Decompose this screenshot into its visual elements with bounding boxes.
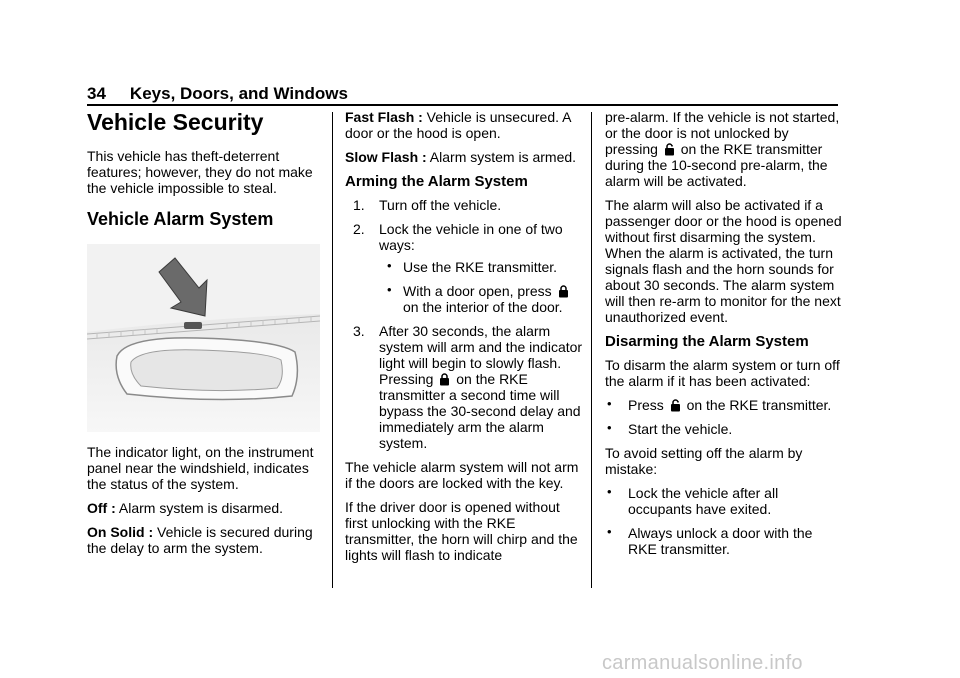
step-text: Turn off the vehicle.: [379, 197, 502, 213]
pre-alarm-text: pre-alarm. If the vehicle is not started, or the door is not unlocked by pressing: [605, 109, 840, 157]
disarming-heading: Disarming the Alarm System: [605, 333, 809, 350]
status-fast-flash-term: Fast Flash :: [345, 109, 423, 125]
step-number: 3.: [353, 323, 365, 339]
page-number: 34: [87, 84, 106, 103]
header-rule: [87, 104, 838, 106]
status-slow-flash: [345, 149, 585, 165]
status-slow-flash-term: Slow Flash :: [345, 149, 427, 165]
status-off-text: Alarm system is disarmed.: [115, 500, 284, 516]
lock-method-rke: [379, 259, 585, 275]
page-title: Vehicle Security: [87, 109, 264, 135]
avoid-tip-lock: [605, 485, 845, 517]
step-text: After 30 seconds, the alarm system will arm and the indicator light will begin to slowly flash. Pressing: [379, 323, 583, 387]
disarm-method-start: [605, 421, 845, 437]
watermark: carmanualsonline.info: [602, 652, 803, 674]
bullet: •: [607, 396, 612, 411]
driver-door-note: If the driver door is opened without first unlocking with the RKE transmitter, the horn will chirp and the lights will flash to indicate: [345, 499, 578, 563]
avoid-tip-unlock: [605, 525, 845, 557]
disarm-intro: To disarm the alarm system or turn off the alarm if it has been activated:: [605, 357, 840, 389]
section-title: Keys, Doors, and Windows: [129, 84, 348, 103]
column-1: [87, 108, 327, 564]
indicator-light-illustration: [87, 244, 320, 432]
status-fast-flash: [345, 109, 585, 141]
column-divider-2: [591, 112, 592, 588]
lock-method-door-text: With a door open, press: [403, 283, 556, 299]
lock-icon: [439, 373, 450, 386]
passenger-door-paragraph: The alarm will also be activated if a passenger door or the hood is opened without first disarming the system. When the alarm is activated, the turn signals flash and the horn sounds for about 30 seconds. The alarm system will then re-arm to monitor for the next unauthorized event.: [605, 197, 842, 325]
arming-step-3: [345, 323, 585, 451]
lock-method-door: [379, 283, 585, 315]
step-number: 2.: [353, 221, 365, 237]
bullet: •: [607, 484, 612, 499]
disarm-method-rke-text: Press: [628, 397, 668, 413]
status-on-solid-term: On Solid :: [87, 524, 154, 540]
step-number: 1.: [353, 197, 365, 213]
column-2: [345, 109, 585, 571]
lock-method-rke-text: Use the RKE transmitter.: [403, 259, 558, 275]
avoid-tips: [605, 485, 845, 557]
pre-alarm-text-end: on the RKE transmitter during the 10-second pre-alarm, the alarm will be activated.: [605, 141, 828, 189]
indicator-caption: The indicator light, on the instrument panel near the windshield, indicates the status of the system.: [87, 444, 314, 492]
status-off-term: Off :: [87, 500, 116, 516]
alarm-system-heading: Vehicle Alarm System: [87, 209, 274, 229]
bullet: •: [607, 524, 612, 539]
page-header: [87, 84, 348, 104]
disarm-method-rke-text-end: on the RKE transmitter.: [682, 397, 832, 413]
status-on-solid: [87, 524, 327, 556]
avoid-tip-lock-text: Lock the vehicle after all occupants have exited.: [628, 485, 779, 517]
status-on-solid-text: Vehicle is secured during the delay to arm the system.: [87, 524, 313, 556]
lock-methods: [379, 259, 585, 315]
column-divider-1: [332, 112, 333, 588]
unlock-icon: [670, 399, 681, 412]
status-fast-flash-text: Vehicle is unsecured. A door or the hood is open.: [345, 109, 571, 141]
unlock-icon: [664, 143, 675, 156]
disarm-methods: [605, 397, 845, 437]
pre-alarm-paragraph: [605, 109, 845, 189]
lock-method-door-text-end: on the interior of the door.: [403, 299, 563, 315]
doors-locked-note: The vehicle alarm system will not arm if the doors are locked with the key.: [345, 459, 579, 491]
lock-icon: [558, 285, 569, 298]
arming-steps: [345, 197, 585, 451]
status-slow-flash-text: Alarm system is armed.: [426, 149, 577, 165]
avoid-intro: To avoid setting off the alarm by mistake:: [605, 445, 803, 477]
disarm-method-rke: [605, 397, 845, 413]
arming-step-2: [345, 221, 585, 315]
arming-step-1: [345, 197, 585, 213]
bullet: •: [607, 420, 612, 435]
bullet: •: [387, 258, 392, 273]
column-3: [605, 109, 845, 565]
bullet: •: [387, 282, 392, 297]
step-text: Lock the vehicle in one of two ways:: [379, 221, 563, 253]
intro-paragraph: This vehicle has theft-deterrent features; however, they do not make the vehicle impossible to steal.: [87, 148, 313, 196]
status-off: [87, 500, 327, 516]
step-text-end: on the RKE transmitter a second time will bypass the 30-second delay and immediately arm the alarm system.: [379, 371, 581, 451]
arming-heading: Arming the Alarm System: [345, 173, 528, 190]
avoid-tip-unlock-text: Always unlock a door with the RKE transmitter.: [628, 525, 813, 557]
disarm-method-start-text: Start the vehicle.: [628, 421, 733, 437]
